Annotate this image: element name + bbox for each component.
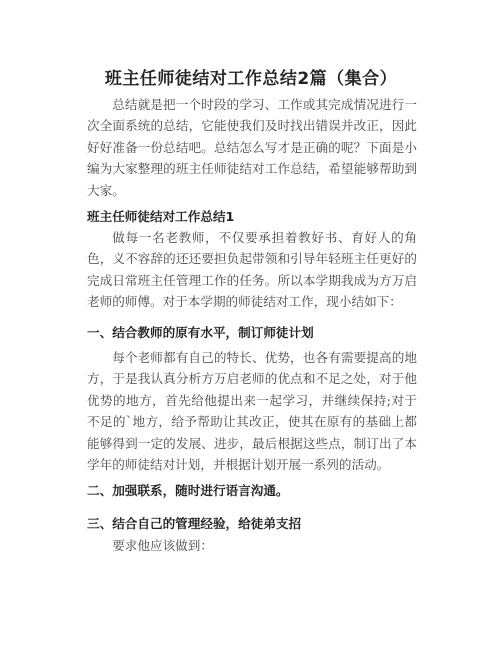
subheading-guidance: 三、结合自己的管理经验，给徒弟支招 — [87, 516, 302, 531]
document-title: 班主任师徒结对工作总结2篇（集合） — [104, 69, 398, 89]
plan-paragraph: 每个老师都有自己的特长、优势，也各有需要提高的地方，于是我认真分析方万启老师的优点和不足之处，对于他优势的地方，首先给他提出来一起学习，并继续保持;对于不足的`地方，给予帮助让其改正，使其在原有的基础上都能够得到一定的发展、进步，最后根据这些点，制订出了本学年的师徒结对计划，并根据计划开展一系列的活动。 — [87, 350, 417, 473]
guidance-paragraph: 要求他应该做到： — [112, 538, 213, 553]
subheading-plan: 一、结合教师的原有水平，制订师徒计划 — [87, 325, 314, 340]
intro-paragraph: 总结就是把一个时段的学习、工作或其完成情况进行一次全面系统的总结，它能使我们及时找出错误并改正，因此好好准备一份总结吧。总结怎么写才是正确的呢？下面是小编为大家整理的班主任师徒结对工作总结，希望能够帮助到大家。 — [87, 97, 417, 198]
section-paragraph: 做每一名老教师，不仅要承担着教好书、育好人的角色，义不容辞的还还要担负起带领和引导年轻班主任更好的完成日常班主任管理工作的任务。所以本学期我成为方万启老师的师傅。对于本学期的师徒结对工作，现小结如下： — [87, 230, 417, 310]
subheading-communication: 二、加强联系，随时进行语言沟通。 — [87, 483, 289, 498]
section-title: 班主任师徒结对工作总结1 — [87, 209, 235, 224]
